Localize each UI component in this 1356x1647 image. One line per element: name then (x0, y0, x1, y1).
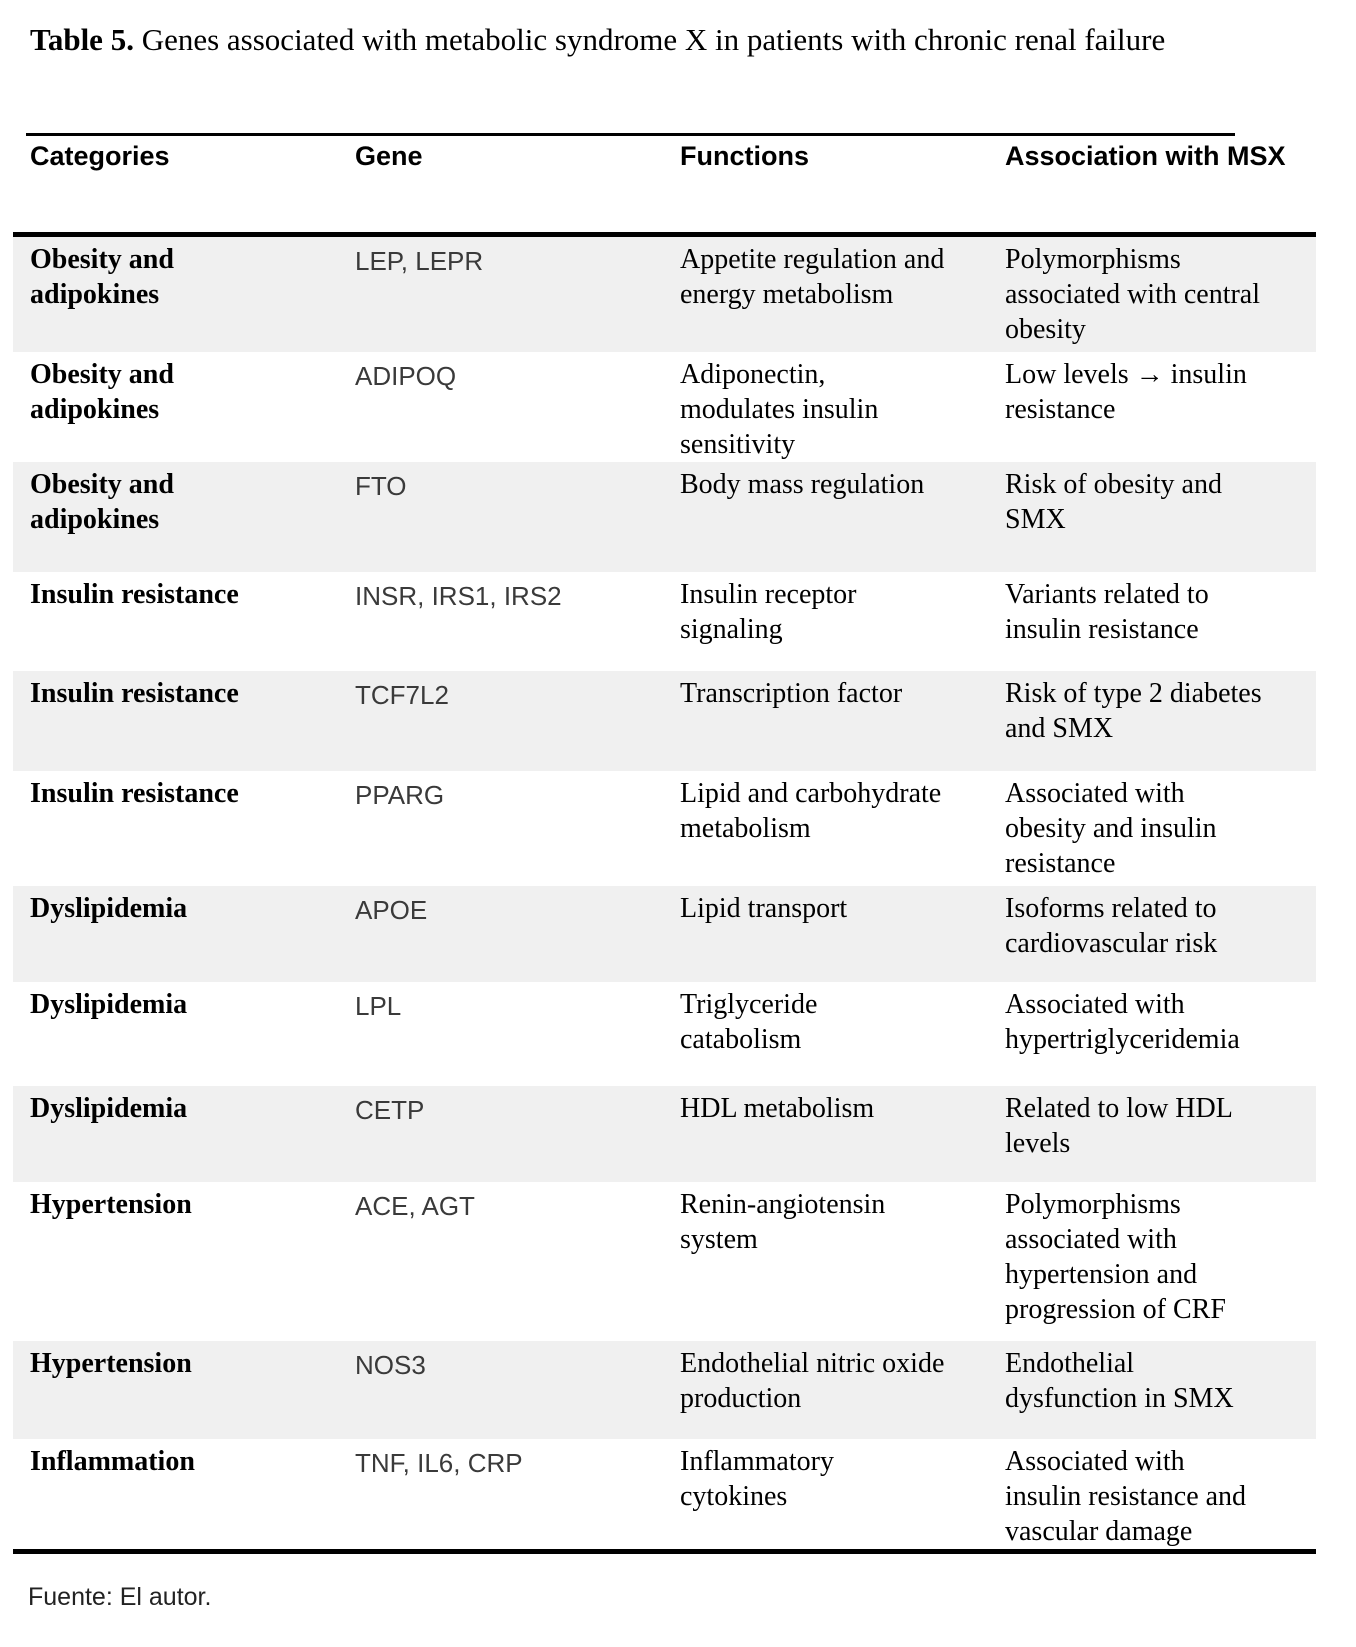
table-row (13, 886, 1316, 982)
functions-cell: HDL metabolism (680, 1093, 875, 1124)
category-cell: Obesity and adipokines (30, 244, 174, 310)
category-cell: Hypertension (30, 1348, 192, 1379)
gene-cell: FTO (355, 471, 407, 501)
header-top-rule (26, 133, 1235, 136)
table-caption-text: Genes associated with metabolic syndrome X in patients with chronic renal failure (133, 22, 1166, 57)
gene-cell: LPL (355, 991, 402, 1021)
gene-cell: PPARG (355, 780, 445, 810)
functions-cell: Triglyceride catabolism (680, 989, 818, 1055)
association-cell: Related to low HDL levels (1005, 1093, 1232, 1159)
functions-cell: Lipid and carbohydrate metabolism (680, 778, 942, 844)
gene-cell: NOS3 (355, 1350, 426, 1380)
functions-cell: Endothelial nitric oxide production (680, 1348, 945, 1414)
association-cell: Associated with hypertriglyceridemia (1005, 989, 1240, 1055)
table-caption (30, 16, 1180, 63)
table-header-row (13, 139, 1316, 173)
header-functions: Functions (680, 141, 809, 171)
association-cell: Polymorphisms associated with hypertension and progression of CRF (1005, 1189, 1226, 1325)
functions-cell: Inflammatory cytokines (680, 1446, 834, 1512)
table-row (13, 982, 1316, 1086)
association-cell: Associated with obesity and insulin resistance (1005, 778, 1217, 879)
gene-cell: ADIPOQ (355, 361, 457, 391)
category-cell: Insulin resistance (30, 678, 239, 709)
gene-cell: ACE, AGT (355, 1191, 475, 1221)
functions-cell: Body mass regulation (680, 469, 925, 500)
association-cell: Polymorphisms associated with central obesity (1005, 244, 1261, 345)
table-row (13, 671, 1316, 771)
category-cell: Dyslipidemia (30, 893, 188, 924)
association-cell: Endothelial dysfunction in SMX (1005, 1348, 1234, 1414)
gene-cell: TNF, IL6, CRP (355, 1448, 523, 1478)
header-gene: Gene (355, 141, 423, 171)
functions-cell: Lipid transport (680, 893, 848, 924)
functions-cell: Adiponectin, modulates insulin sensitivity (680, 359, 879, 460)
source-note: Fuente: El autor. (28, 1583, 212, 1611)
table-row (13, 572, 1316, 671)
header-categories: Categories (30, 141, 170, 171)
table-row (13, 237, 1316, 352)
functions-cell: Appetite regulation and energy metabolism (680, 244, 945, 310)
gene-cell: APOE (355, 895, 428, 925)
category-cell: Dyslipidemia (30, 989, 188, 1020)
association-cell: Isoforms related to cardiovascular risk (1005, 893, 1218, 959)
association-cell: Variants related to insulin resistance (1005, 579, 1209, 645)
table-caption-label: Table 5. (30, 22, 134, 57)
association-cell: Associated with insulin resistance and vascular damage (1005, 1446, 1247, 1547)
table-row (13, 1341, 1316, 1439)
category-cell: Insulin resistance (30, 579, 239, 610)
category-cell: Inflammation (30, 1446, 195, 1477)
table-row (13, 462, 1316, 572)
association-cell: Risk of type 2 diabetes and SMX (1005, 678, 1262, 744)
table-row (13, 771, 1316, 886)
table-row (13, 1086, 1316, 1182)
association-cell: Risk of obesity and SMX (1005, 469, 1222, 535)
gene-cell: LEP, LEPR (355, 246, 484, 276)
gene-cell: TCF7L2 (355, 680, 449, 710)
association-cell: Low levels → insulin resistance (1005, 359, 1247, 425)
functions-cell: Renin-angiotensin system (680, 1189, 886, 1255)
table-row (13, 352, 1316, 462)
header-association: Association with MSX (1005, 141, 1286, 171)
category-cell: Insulin resistance (30, 778, 239, 809)
gene-cell: INSR, IRS1, IRS2 (355, 581, 562, 611)
functions-cell: Insulin receptor signaling (680, 579, 857, 645)
table-row (13, 1439, 1316, 1553)
category-cell: Obesity and adipokines (30, 469, 174, 535)
category-cell: Obesity and adipokines (30, 359, 174, 425)
functions-cell: Transcription factor (680, 678, 903, 709)
gene-cell: CETP (355, 1095, 425, 1125)
table-row (13, 1182, 1316, 1341)
table-body (13, 237, 1316, 1553)
category-cell: Dyslipidemia (30, 1093, 188, 1124)
table-bottom-rule (13, 1549, 1316, 1554)
category-cell: Hypertension (30, 1189, 192, 1220)
